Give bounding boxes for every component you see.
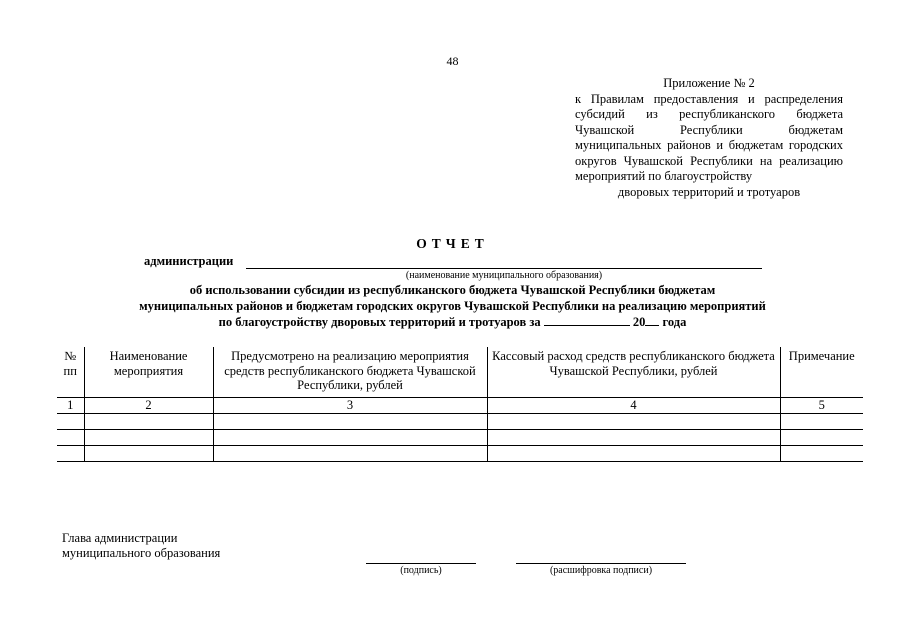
subtitle-year-word: года — [662, 315, 687, 329]
subtitle-period-text: по благоустройству дворовых территорий и тротуаров за — [218, 315, 541, 329]
table-cell[interactable] — [84, 413, 213, 429]
header-number: № пп — [57, 347, 84, 397]
column-number: 4 — [487, 397, 780, 413]
signature-line-2: муниципального образования — [62, 546, 221, 560]
appendix-block — [575, 76, 843, 200]
column-number-row — [57, 397, 863, 413]
signature-decode-hint: (расшифровка подписи) — [549, 565, 653, 576]
table-cell[interactable] — [57, 445, 84, 461]
header-cash-expense: Кассовый расход средств республиканского бюджета Чувашской Республики, рублей — [487, 347, 780, 397]
appendix-last-line: дворовых территорий и тротуаров — [617, 184, 801, 199]
table-cell[interactable] — [57, 413, 84, 429]
column-number: 1 — [57, 397, 84, 413]
column-number: 5 — [780, 397, 863, 413]
table-cell[interactable] — [213, 445, 487, 461]
page-number: 48 — [446, 54, 459, 68]
appendix-body: к Правилам предоставления и распределения субсидий из республиканского бюджета Чувашской Республики бюджетам муниципальных районов и бюджетам городских округов Чувашской Республики на реализацию мероприятий по благоустройству — [575, 91, 843, 183]
table-cell[interactable] — [780, 445, 863, 461]
table-cell[interactable] — [84, 429, 213, 445]
signature-title — [62, 531, 220, 561]
table-cell[interactable] — [213, 429, 487, 445]
admin-label: администрации — [144, 254, 234, 268]
header-planned-funds: Предусмотрено на реализацию мероприятия средств республиканского бюджета Чувашской Республики, рублей — [213, 347, 487, 397]
subtitle-line-2: муниципальных районов и бюджетам городских округов Чувашской Республики на реализацию мероприятий — [139, 298, 766, 313]
admin-name-field[interactable] — [246, 268, 762, 269]
report-table — [57, 347, 863, 462]
appendix-title: Приложение № 2 — [663, 76, 755, 90]
subtitle-line-1: об использовании субсидии из республиканского бюджета Чувашской Республики бюджетам — [189, 283, 716, 297]
table-cell[interactable] — [57, 429, 84, 445]
subtitle-line-3 — [60, 314, 845, 331]
table-cell[interactable] — [487, 445, 780, 461]
signature-hint: (подпись) — [400, 565, 442, 576]
report-title: ОТЧЕТ — [416, 236, 489, 251]
table-cell[interactable] — [780, 413, 863, 429]
column-number: 2 — [84, 397, 213, 413]
subtitle-year-prefix: 20 — [632, 315, 646, 329]
header-note: Примечание — [780, 347, 863, 397]
table-cell[interactable] — [84, 445, 213, 461]
year-blank-field[interactable] — [645, 314, 659, 326]
table-row — [57, 445, 863, 461]
table-row — [57, 429, 863, 445]
signature-field[interactable] — [366, 563, 476, 564]
report-subtitle — [60, 283, 845, 331]
table-row — [57, 413, 863, 429]
admin-hint: (наименование муниципального образования) — [405, 270, 603, 281]
signature-line-1: Глава администрации — [62, 531, 178, 545]
table-cell[interactable] — [487, 429, 780, 445]
period-blank-field[interactable] — [544, 314, 630, 326]
table-cell[interactable] — [487, 413, 780, 429]
header-event-name: Наименование мероприятия — [84, 347, 213, 397]
table-header-row — [57, 347, 863, 397]
table-cell[interactable] — [213, 413, 487, 429]
table-cell[interactable] — [780, 429, 863, 445]
column-number: 3 — [213, 397, 487, 413]
signature-decode-field[interactable] — [516, 563, 686, 564]
